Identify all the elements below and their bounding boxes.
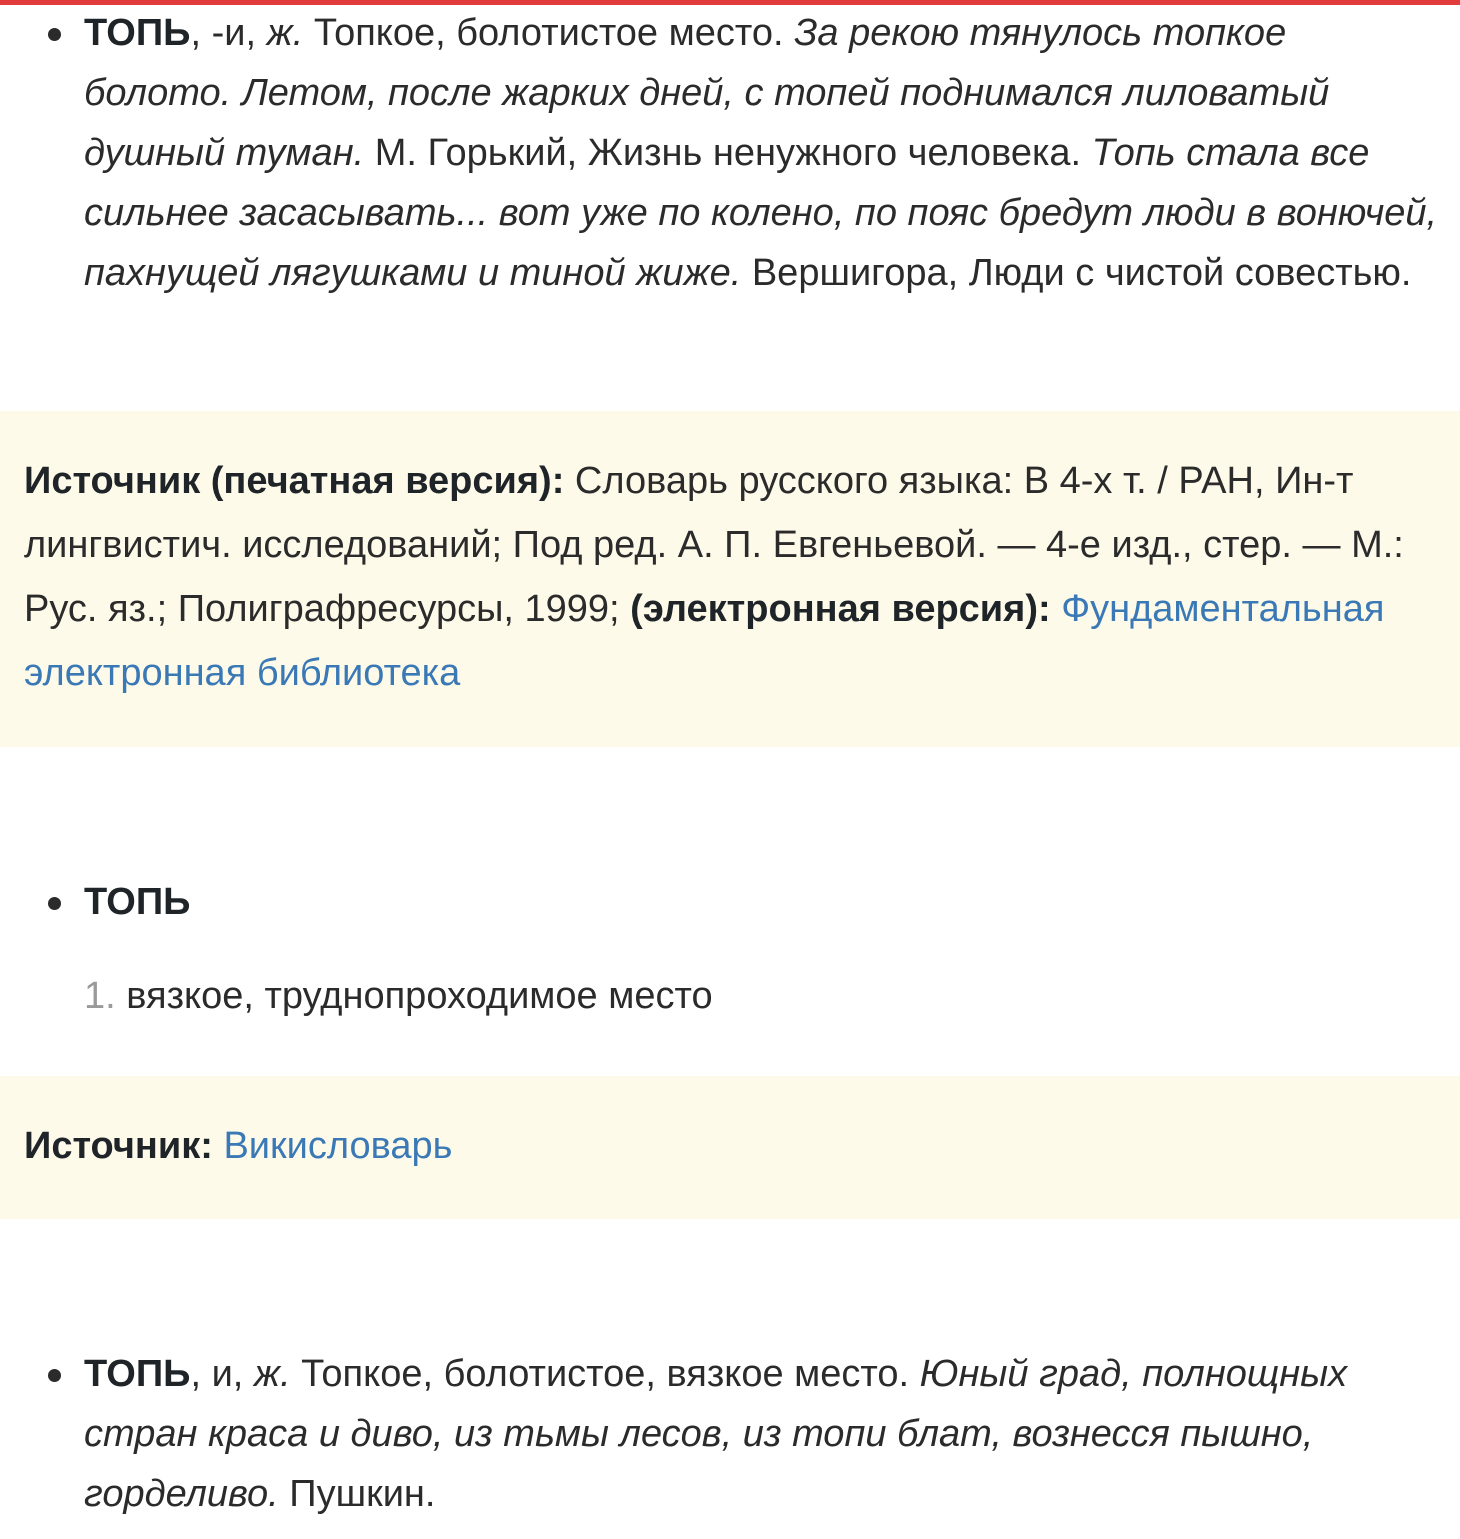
headword: ТОПЬ xyxy=(84,1353,191,1395)
example-quote: Юный град, полнощных стран краса и диво, из тьмы лесов, из топи блат, вознесся пышно, горделиво. xyxy=(84,1353,1348,1515)
dictionary-entry-3 xyxy=(0,1344,1460,1524)
source-text: Словарь русского языка: В 4-х т. / РАН, Ин-т лингвистич. исследований; Под ред. А. П. Евгеньевой. — 4-е изд., стер. — М.: Рус. яз.; Полиграфресурсы, 1999; xyxy=(24,460,1404,630)
gender-mark: ж. xyxy=(266,12,304,54)
headword: ТОПЬ xyxy=(84,881,191,923)
bullet-icon xyxy=(48,1369,61,1382)
example-quote: За рекою тянулось топкое болото. Летом, после жарких дней, с топей поднимался лиловатый душный туман. xyxy=(84,12,1330,174)
source-box-1 xyxy=(0,411,1460,747)
dictionary-entry-1 xyxy=(0,3,1460,303)
source-box-2 xyxy=(0,1076,1460,1219)
source-link-wiktionary[interactable]: Викисловарь xyxy=(223,1125,453,1167)
gender-mark: ж. xyxy=(253,1353,291,1395)
quote-author: Вершигора, Люди с чистой совестью. xyxy=(741,252,1412,294)
quote-author: Пушкин. xyxy=(278,1473,436,1515)
dictionary-entry-2 xyxy=(0,872,1460,932)
grammar-note: , -и, xyxy=(190,12,267,54)
source-link-feb[interactable]: Фундаментальная электронная библиотека xyxy=(24,588,1385,694)
entry-2-text xyxy=(0,872,1460,932)
source-label-electronic: (электронная версия): xyxy=(630,588,1051,630)
definition: Топкое, болотистое место. xyxy=(303,12,795,54)
entry-3-text xyxy=(0,1344,1460,1524)
sense-text: вязкое, труднопроходимое место xyxy=(126,975,713,1017)
source-label: Источник: xyxy=(24,1125,213,1167)
sense-item-1 xyxy=(84,966,713,1026)
source-label-print: Источник (печатная версия): xyxy=(24,460,565,502)
example-quote: Топь стала все сильнее засасывать... вот уже по колено, по пояс бредут люди в вонючей, пахнущей лягушками и тиной жиже. xyxy=(84,132,1438,294)
entry-1-text xyxy=(0,3,1460,303)
bullet-icon xyxy=(48,897,61,910)
quote-author: М. Горький, Жизнь ненужного человека. xyxy=(364,132,1092,174)
headword: ТОПЬ xyxy=(84,12,191,54)
sense-number: 1. xyxy=(84,975,116,1017)
grammar-note: , и, xyxy=(190,1353,254,1395)
bullet-icon xyxy=(48,28,61,41)
definition: Топкое, болотистое, вязкое место. xyxy=(290,1353,920,1395)
